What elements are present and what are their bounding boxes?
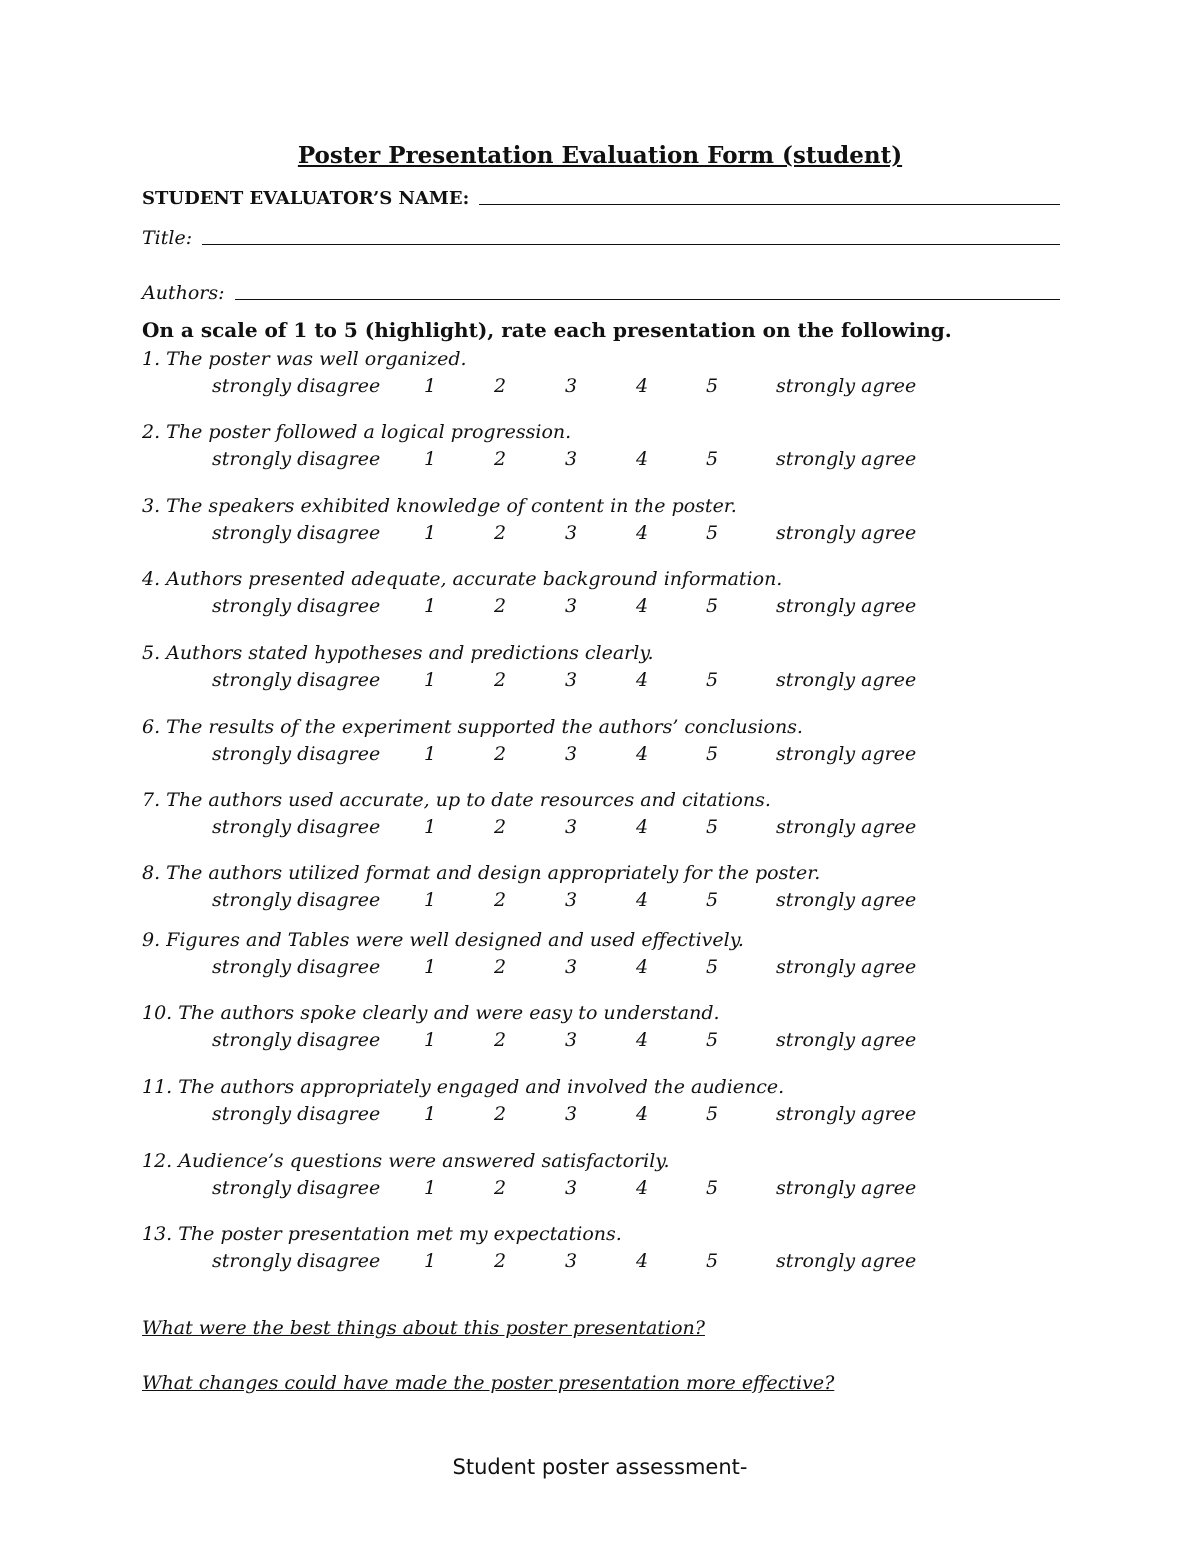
question-statement: 11. The authors appropriately engaged and involved the audience. [142,1076,785,1098]
question-statement: 2. The poster followed a logical progression. [142,421,572,443]
rating-option-5[interactable]: 5 [706,595,719,617]
rating-option-3[interactable]: 3 [565,1103,578,1125]
rating-option-3[interactable]: 3 [565,595,578,617]
evaluator-name-label: STUDENT EVALUATOR’S NAME: [142,188,470,209]
rating-instructions: On a scale of 1 to 5 (highlight), rate each presentation on the following. [142,318,952,342]
question-item [142,1002,1042,1062]
question-item [142,1223,1042,1283]
rating-option-2[interactable]: 2 [494,743,507,765]
rating-scale [142,1177,1042,1205]
question-statement: 4. Authors presented adequate, accurate background information. [142,568,783,590]
rating-scale [142,448,1042,476]
title-label: Title: [142,227,193,249]
rating-option-1[interactable]: 1 [424,669,437,691]
rating-option-2[interactable]: 2 [494,956,507,978]
rating-scale [142,956,1042,984]
rating-option-3[interactable]: 3 [565,1177,578,1199]
scale-high-label: strongly agree [776,1029,917,1051]
question-item [142,1076,1042,1136]
scale-high-label: strongly agree [776,522,917,544]
rating-option-5[interactable]: 5 [706,1250,719,1272]
rating-scale [142,375,1042,403]
rating-option-2[interactable]: 2 [494,522,507,544]
scale-low-label: strongly disagree [212,1177,381,1199]
rating-scale [142,816,1042,844]
rating-option-5[interactable]: 5 [706,1177,719,1199]
evaluator-name-line[interactable] [479,203,1060,205]
rating-option-5[interactable]: 5 [706,743,719,765]
rating-option-2[interactable]: 2 [494,816,507,838]
scale-low-label: strongly disagree [212,375,381,397]
rating-option-5[interactable]: 5 [706,375,719,397]
rating-option-1[interactable]: 1 [424,1177,437,1199]
rating-option-2[interactable]: 2 [494,669,507,691]
scale-high-label: strongly agree [776,669,917,691]
scale-low-label: strongly disagree [212,816,381,838]
rating-option-4[interactable]: 4 [636,743,649,765]
authors-label: Authors: [142,282,225,304]
rating-option-4[interactable]: 4 [636,816,649,838]
rating-option-4[interactable]: 4 [636,669,649,691]
scale-high-label: strongly agree [776,1250,917,1272]
question-statement: 5. Authors stated hypotheses and predictions clearly. [142,642,654,664]
rating-scale [142,522,1042,550]
authors-line[interactable] [235,298,1060,300]
rating-scale [142,1250,1042,1278]
rating-option-3[interactable]: 3 [565,816,578,838]
scale-low-label: strongly disagree [212,1250,381,1272]
scale-low-label: strongly disagree [212,595,381,617]
scale-high-label: strongly agree [776,1103,917,1125]
evaluator-name-field[interactable] [142,188,1060,209]
rating-option-4[interactable]: 4 [636,1103,649,1125]
question-statement: 1. The poster was well organized. [142,348,467,370]
rating-option-1[interactable]: 1 [424,522,437,544]
scale-low-label: strongly disagree [212,956,381,978]
scale-high-label: strongly agree [776,1177,917,1199]
rating-option-3[interactable]: 3 [565,375,578,397]
scale-high-label: strongly agree [776,595,917,617]
question-statement: 7. The authors used accurate, up to date resources and citations. [142,789,771,811]
rating-option-3[interactable]: 3 [565,669,578,691]
rating-option-2[interactable]: 2 [494,1103,507,1125]
rating-option-1[interactable]: 1 [424,743,437,765]
scale-high-label: strongly agree [776,375,917,397]
scale-low-label: strongly disagree [212,1103,381,1125]
rating-option-4[interactable]: 4 [636,1250,649,1272]
rating-option-1[interactable]: 1 [424,1029,437,1051]
question-item [142,421,1042,481]
rating-scale [142,1103,1042,1131]
rating-option-4[interactable]: 4 [636,889,649,911]
question-statement: 9. Figures and Tables were well designed and used effectively. [142,929,744,951]
rating-option-4[interactable]: 4 [636,595,649,617]
rating-option-3[interactable]: 3 [565,522,578,544]
scale-low-label: strongly disagree [212,1029,381,1051]
rating-option-5[interactable]: 5 [706,522,719,544]
rating-option-4[interactable]: 4 [636,448,649,470]
question-item [142,929,1042,989]
rating-option-3[interactable]: 3 [565,743,578,765]
rating-option-1[interactable]: 1 [424,375,437,397]
question-statement: 6. The results of the experiment supported the authors’ conclusions. [142,716,803,738]
rating-option-4[interactable]: 4 [636,375,649,397]
authors-field[interactable] [142,282,1060,304]
rating-option-2[interactable]: 2 [494,1177,507,1199]
question-statement: 3. The speakers exhibited knowledge of content in the poster. [142,495,737,517]
scale-low-label: strongly disagree [212,669,381,691]
scale-high-label: strongly agree [776,816,917,838]
rating-option-5[interactable]: 5 [706,889,719,911]
rating-option-5[interactable]: 5 [706,816,719,838]
rating-scale [142,889,1042,917]
scale-low-label: strongly disagree [212,522,381,544]
open-question-changes: What changes could have made the poster presentation more effective? [142,1372,835,1394]
question-item [142,568,1042,628]
footer-text: Student poster assessment- [452,1455,748,1479]
rating-option-5[interactable]: 5 [706,1103,719,1125]
rating-option-3[interactable]: 3 [565,1029,578,1051]
rating-option-1[interactable]: 1 [424,816,437,838]
rating-option-1[interactable]: 1 [424,889,437,911]
rating-option-4[interactable]: 4 [636,1177,649,1199]
form-title: Poster Presentation Evaluation Form (student) [297,142,903,169]
scale-high-label: strongly agree [776,448,917,470]
scale-high-label: strongly agree [776,889,917,911]
question-item [142,862,1042,922]
rating-option-4[interactable]: 4 [636,1029,649,1051]
rating-option-2[interactable]: 2 [494,889,507,911]
rating-option-2[interactable]: 2 [494,375,507,397]
rating-option-3[interactable]: 3 [565,956,578,978]
question-statement: 8. The authors utilized format and design appropriately for the poster. [142,862,821,884]
question-item [142,716,1042,776]
scale-low-label: strongly disagree [212,743,381,765]
question-item [142,789,1042,849]
rating-scale [142,743,1042,771]
rating-option-2[interactable]: 2 [494,595,507,617]
rating-option-1[interactable]: 1 [424,956,437,978]
question-item [142,642,1042,702]
question-item [142,495,1042,555]
rating-scale [142,669,1042,697]
rating-option-5[interactable]: 5 [706,448,719,470]
rating-option-5[interactable]: 5 [706,1029,719,1051]
rating-option-3[interactable]: 3 [565,448,578,470]
question-statement: 10. The authors spoke clearly and were easy to understand. [142,1002,720,1024]
rating-scale [142,595,1042,623]
rating-option-1[interactable]: 1 [424,448,437,470]
rating-option-2[interactable]: 2 [494,1250,507,1272]
rating-option-1[interactable]: 1 [424,1103,437,1125]
rating-option-3[interactable]: 3 [565,889,578,911]
question-statement: 13. The poster presentation met my expectations. [142,1223,622,1245]
title-line[interactable] [202,243,1060,245]
rating-option-5[interactable]: 5 [706,956,719,978]
rating-option-1[interactable]: 1 [424,1250,437,1272]
question-statement: 12. Audience’s questions were answered satisfactorily. [142,1150,670,1172]
open-question-best: What were the best things about this poster presentation? [142,1317,705,1339]
scale-low-label: strongly disagree [212,448,381,470]
question-item [142,348,1042,408]
rating-scale [142,1029,1042,1057]
rating-option-2[interactable]: 2 [494,448,507,470]
scale-high-label: strongly agree [776,956,917,978]
rating-option-2[interactable]: 2 [494,1029,507,1051]
scale-high-label: strongly agree [776,743,917,765]
rating-option-4[interactable]: 4 [636,522,649,544]
rating-option-1[interactable]: 1 [424,595,437,617]
rating-option-3[interactable]: 3 [565,1250,578,1272]
rating-option-5[interactable]: 5 [706,669,719,691]
title-field[interactable] [142,227,1060,249]
question-item [142,1150,1042,1210]
scale-low-label: strongly disagree [212,889,381,911]
rating-option-4[interactable]: 4 [636,956,649,978]
